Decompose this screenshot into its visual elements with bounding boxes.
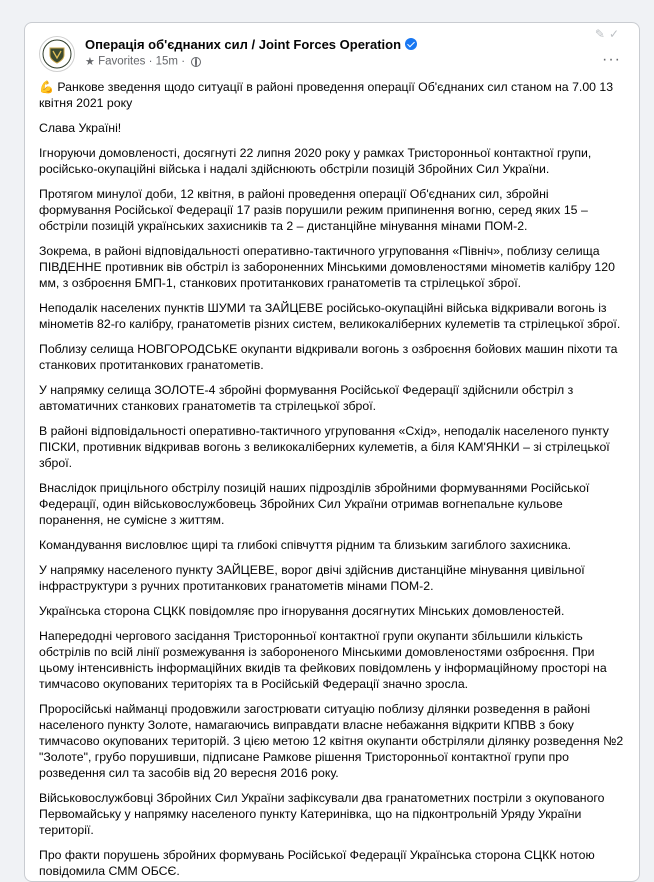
emblem-icon <box>42 39 72 69</box>
post-timestamp[interactable]: 15m <box>155 55 178 68</box>
post-paragraph: В районі відповідальності оперативно-тактичного угруповання «Схід», неподалік населеного пункту ПІСКИ, противник відкривав вогонь з великокаліберних кулеметів, а біля КАМ'ЯНКИ – зі стрілецької зброї. <box>39 424 610 470</box>
flexed-arm-icon: 💪 <box>39 80 54 94</box>
post-paragraph: Українська сторона СЦКК повідомляє про ігнорування досягнутих Мінських домовленостей. <box>39 604 565 618</box>
post-paragraph: У напрямку селища ЗОЛОТЕ-4 збройні формування Російської Федерації здійснили обстріл з автоматичних станкових гранатометів та стрілецької зброї. <box>39 383 574 413</box>
post-paragraph: Ігноруючи домовленості, досягнуті 22 липня 2020 року у рамках Тристоронньої контактної групи, російсько-окупаційні війська і надалі здійснюють обстріли позицій Збройних Сил України. <box>39 146 592 176</box>
star-icon: ★ <box>85 56 95 68</box>
post-paragraph: Слава Україні! <box>39 121 122 135</box>
favorites-label[interactable]: Favorites <box>98 55 146 68</box>
globe-icon <box>191 57 201 67</box>
meta-separator-2: · <box>181 55 186 68</box>
post-paragraph: Зокрема, в районі відповідальності оперативно-тактичного угруповання «Північ», поблизу селища ПІВДЕННЕ противник вів обстріл із забороненних Мінськими домовленостями мінометів калібру 120 мм, з озброєння БМП-1, станкових протитанкових гранатометів та стрілецької зброї. <box>39 244 615 290</box>
post-paragraph: У напрямку населеного пункту ЗАЙЦЕВЕ, ворог двічі здійснив дистанційне мінування цивільної інфраструктури з ручних протитанкових гранатометів мінами ПОМ-2. <box>39 563 585 593</box>
post-paragraph: Напередодні чергового засідання Тристоронньої контактної групи окупанти збільшили кількість обстрілів по всій лінії розмежування із забороненого Мінськими домовленостями озброєння. При цьому інтенсивність інформаційних вкидів та фейкових повідомлень у інформаційному просторі на тимчасово окупованих територіях та в Російській Федерації значно зросла. <box>39 629 607 691</box>
post-header <box>39 27 625 73</box>
edit-icon[interactable]: ✎ <box>594 27 609 41</box>
page-avatar[interactable] <box>39 36 75 72</box>
post-meta <box>85 55 201 68</box>
post-body <box>39 79 624 882</box>
verified-badge-icon <box>405 38 417 50</box>
post-paragraph: Внаслідок прицільного обстрілу позицій наших підрозділів збройними формуваннями Російської Федерації, один військовослужбовець Збройних Сил України отримав вогнепальне кульове поранення, не сумісне з життям. <box>39 481 590 527</box>
post-paragraph: Про факти порушень збройних формувань Російської Федерації Українська сторона СЦКК нотою повідомила СММ ОБСЄ. <box>39 848 595 878</box>
more-options-button[interactable]: ··· <box>602 51 621 68</box>
post-paragraph: Військовослужбовці Збройних Сил України зафіксували два гранатометних постріли з окупованого Первомайську у напрямку населеного пункту Катеринівка, що на підконтрольній Уряду України території. <box>39 791 605 837</box>
top-tools <box>595 27 623 41</box>
settings-icon[interactable]: ✓ <box>608 27 623 41</box>
post-paragraph: Поблизу селища НОВГОРОДСЬКЕ окупанти відкривали вогонь з озброєння бойових машин піхоти та станкових протитанкових гранатометів. <box>39 342 618 372</box>
post-paragraph: Неподалік населених пунктів ШУМИ та ЗАЙЦЕВЕ російсько-окупаційні війська відкривали вогонь із мінометів 82-го калібру, гранатометів різних систем, великокаліберних кулеметів та стрілецької зброї. <box>39 301 621 331</box>
post-paragraph: Протягом минулої доби, 12 квітня, в районі проведення операції Об'єднаних сил, збройні формування Російської Федерації 17 разів порушили режим припинення вогню, серед яких 15 – обстріли позицій українських захисників та 2 – дистанційне мінування мінами ПОМ-2. <box>39 187 588 233</box>
post-paragraph <box>39 79 624 111</box>
post-paragraph: Командування висловлює щирі та глибокі співчуття рідним та близьким загиблого захисника. <box>39 538 572 552</box>
meta-separator: · <box>148 55 153 68</box>
post-card <box>24 22 640 882</box>
post-paragraph: Проросійські найманці продовжили загострювати ситуацію поблизу ділянки розведення в районі населеного пункту Золоте, намагаючись виправдати власне небажання відкрити КПВВ з боку тимчасово окупованих територій. З цією метою 12 квітня окупанти обстріляли ділянку розведення №2 "Золоте", грубо порушивши, підписане Рамкове рішення Тристоронньої контактної групи про розведення сил та засобів від 20 вересня 2016 року. <box>39 702 624 780</box>
post-paragraph-text: Ранкове зведення щодо ситуації в районі проведення операції Об'єднаних сил станом на 7.00 13 квітня 2021 року <box>39 80 614 110</box>
page-name[interactable] <box>85 37 417 52</box>
page-name-text[interactable]: Операція об'єднаних сил / Joint Forces Operation <box>85 37 402 52</box>
